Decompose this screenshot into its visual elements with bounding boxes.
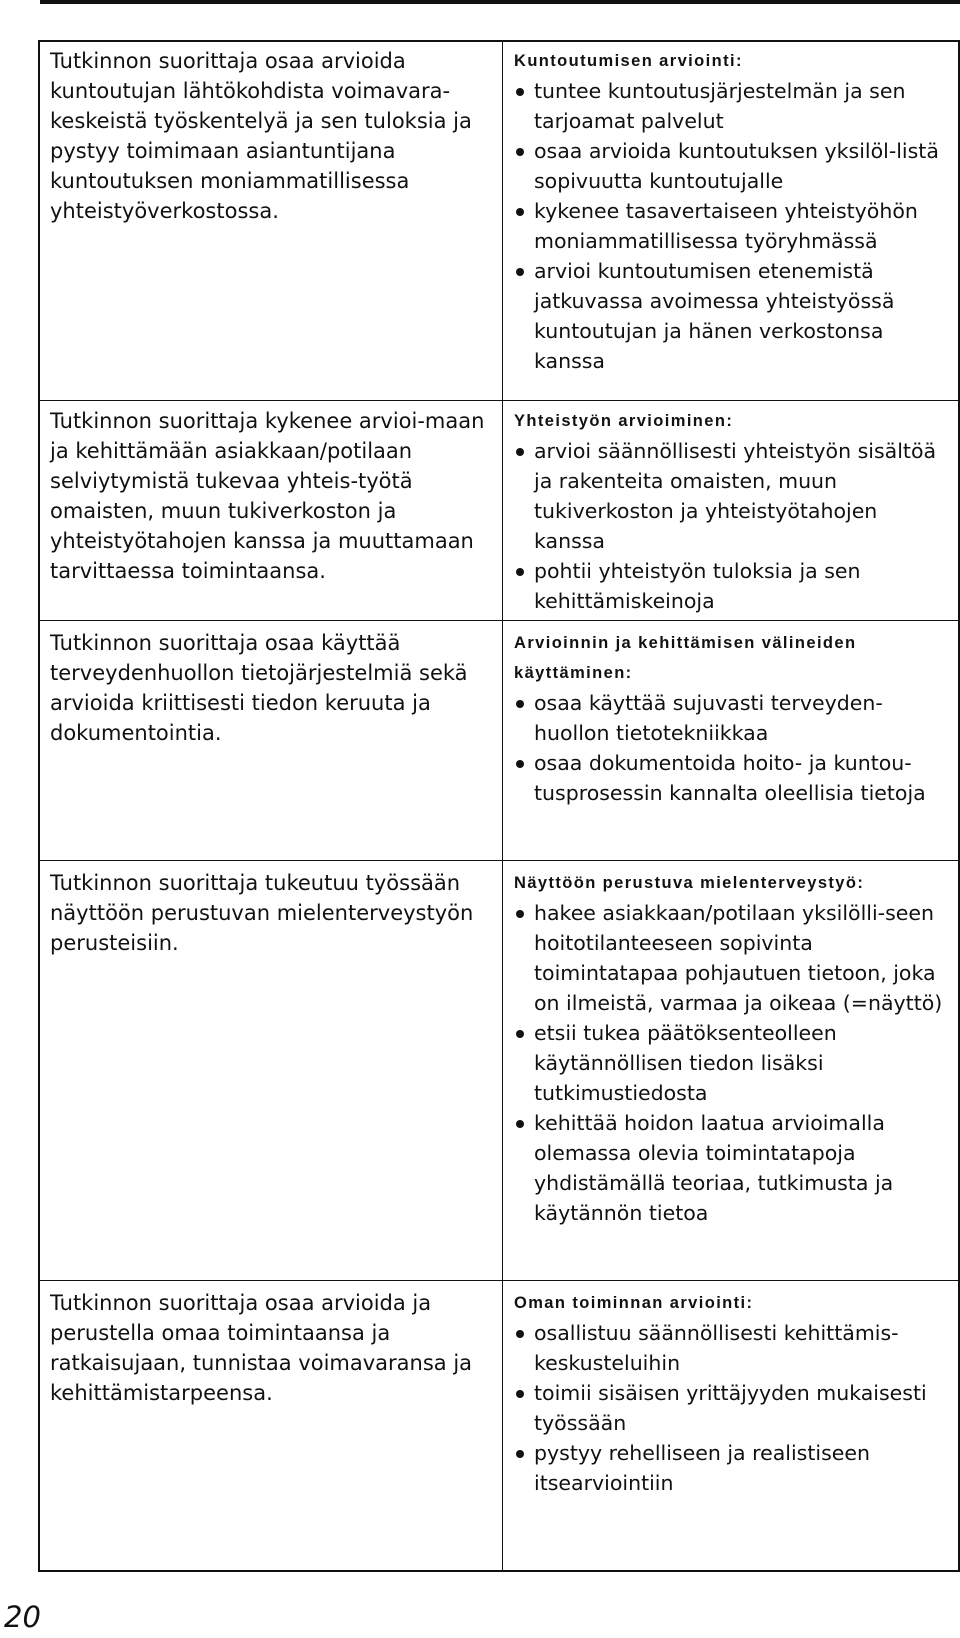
list-item bbox=[514, 898, 954, 1018]
list-item bbox=[514, 1018, 954, 1108]
criteria-cell bbox=[514, 868, 954, 1228]
list-item-text: kehittää hoidon laatua arvioimalla olemassa olevia toimintatapoja yhdistämällä teoriaa, tutkimusta ja käytännön tietoa bbox=[534, 1111, 894, 1225]
criteria-list bbox=[514, 1318, 954, 1498]
row-divider bbox=[40, 860, 958, 861]
criteria-cell bbox=[514, 406, 954, 616]
bullet-icon bbox=[516, 1450, 524, 1458]
list-item bbox=[514, 1318, 954, 1378]
list-item bbox=[514, 196, 954, 256]
bullet-icon bbox=[516, 208, 524, 216]
list-item bbox=[514, 136, 954, 196]
list-item-text: osaa dokumentoida hoito- ja kuntou-tusprosessin kannalta oleellisia tietoja bbox=[534, 751, 926, 805]
list-item-text: toimii sisäisen yrittäjyyden mukaisesti työssään bbox=[534, 1381, 927, 1435]
bullet-icon bbox=[516, 1120, 524, 1128]
list-item-text: osallistuu säännöllisesti kehittämis-keskusteluihin bbox=[534, 1321, 899, 1375]
criteria-list bbox=[514, 688, 954, 808]
row-divider bbox=[40, 400, 958, 401]
list-item bbox=[514, 556, 954, 616]
bullet-icon bbox=[516, 148, 524, 156]
criteria-list bbox=[514, 436, 954, 616]
row-divider bbox=[40, 620, 958, 621]
criteria-cell bbox=[514, 1288, 954, 1498]
competence-description: Tutkinnon suorittaja osaa arvioida ja perustella omaa toimintaansa ja ratkaisujaan, tunnistaa voimavaransa ja kehittämistarpeensa. bbox=[50, 1291, 473, 1405]
bullet-icon bbox=[516, 1330, 524, 1338]
competence-description: Tutkinnon suorittaja osaa arvioida kuntoutujan lähtökohdista voimavara-keskeistä työskentelyä ja sen tuloksia ja pystyy toimimaan asiantuntijana kuntoutuksen moniammatillisessa yhteistyöverkostossa. bbox=[50, 49, 472, 223]
criteria-heading: Näyttöön perustuva mielenterveystyö: bbox=[514, 874, 865, 892]
criteria-list bbox=[514, 898, 954, 1228]
list-item bbox=[514, 1438, 954, 1498]
list-item-text: kykenee tasavertaiseen yhteistyöhön moniammatillisessa työryhmässä bbox=[534, 199, 918, 253]
competence-description: Tutkinnon suorittaja osaa käyttää terveydenhuollon tietojärjestelmiä sekä arvioida kriittisesti tiedon keruuta ja dokumentointia. bbox=[50, 631, 468, 745]
bullet-icon bbox=[516, 1030, 524, 1038]
list-item-text: etsii tukea päätöksenteolleen käytännöllisen tiedon lisäksi tutkimustiedosta bbox=[534, 1021, 837, 1105]
list-item-text: osaa käyttää sujuvasti terveyden-huollon tietotekniikkaa bbox=[534, 691, 883, 745]
bullet-icon bbox=[516, 448, 524, 456]
list-item-text: arvioi kuntoutumisen etenemistä jatkuvassa avoimessa yhteistyössä kuntoutujan ja hänen verkostonsa kanssa bbox=[534, 259, 895, 373]
list-item-text: pystyy rehelliseen ja realistiseen itsearviointiin bbox=[534, 1441, 870, 1495]
bullet-icon bbox=[516, 910, 524, 918]
competence-description: Tutkinnon suorittaja kykenee arvioi-maan ja kehittämään asiakkaan/potilaan selviytymistä tukevaa yhteis-työtä omaisten, muun tukiverkoston ja yhteistyötahojen kanssa ja muuttamaan tarvittaessa toimintaansa. bbox=[50, 409, 485, 583]
list-item bbox=[514, 748, 954, 808]
list-item bbox=[514, 256, 954, 376]
criteria-cell bbox=[514, 46, 954, 376]
assessment-table bbox=[38, 40, 960, 1572]
list-item bbox=[514, 1108, 954, 1228]
column-divider bbox=[502, 42, 503, 1570]
criteria-heading: Arvioinnin ja kehittämisen välineiden käyttäminen: bbox=[514, 634, 857, 682]
list-item bbox=[514, 688, 954, 748]
row-divider bbox=[40, 1280, 958, 1281]
criteria-heading: Oman toiminnan arviointi: bbox=[514, 1294, 754, 1312]
list-item bbox=[514, 1378, 954, 1438]
list-item-text: osaa arvioida kuntoutuksen yksilöl-listä sopivuutta kuntoutujalle bbox=[534, 139, 939, 193]
criteria-heading: Kuntoutumisen arviointi: bbox=[514, 52, 743, 70]
list-item-text: arvioi säännöllisesti yhteistyön sisältöä ja rakenteita omaisten, muun tukiverkoston ja yhteistyötahojen kanssa bbox=[534, 439, 937, 553]
list-item-text: hakee asiakkaan/potilaan yksilölli-seen hoitotilanteeseen sopivinta toimintatapaa pohjautuen tietoon, joka on ilmeistä, varmaa ja oikeaa (=näyttö) bbox=[534, 901, 943, 1015]
bullet-icon bbox=[516, 268, 524, 276]
bullet-icon bbox=[516, 88, 524, 96]
list-item-text: pohtii yhteistyön tuloksia ja sen kehittämiskeinoja bbox=[534, 559, 861, 613]
criteria-cell bbox=[514, 628, 954, 808]
bullet-icon bbox=[516, 700, 524, 708]
list-item bbox=[514, 76, 954, 136]
top-rule bbox=[40, 0, 960, 4]
criteria-heading: Yhteistyön arvioiminen: bbox=[514, 412, 734, 430]
criteria-list bbox=[514, 76, 954, 376]
bullet-icon bbox=[516, 568, 524, 576]
bullet-icon bbox=[516, 760, 524, 768]
competence-description: Tutkinnon suorittaja tukeutuu työssään näyttöön perustuvan mielenterveystyön perusteisiin. bbox=[50, 871, 474, 955]
bullet-icon bbox=[516, 1390, 524, 1398]
page-number: 20 bbox=[4, 1600, 41, 1634]
list-item-text: tuntee kuntoutusjärjestelmän ja sen tarjoamat palvelut bbox=[534, 79, 906, 133]
list-item bbox=[514, 436, 954, 556]
